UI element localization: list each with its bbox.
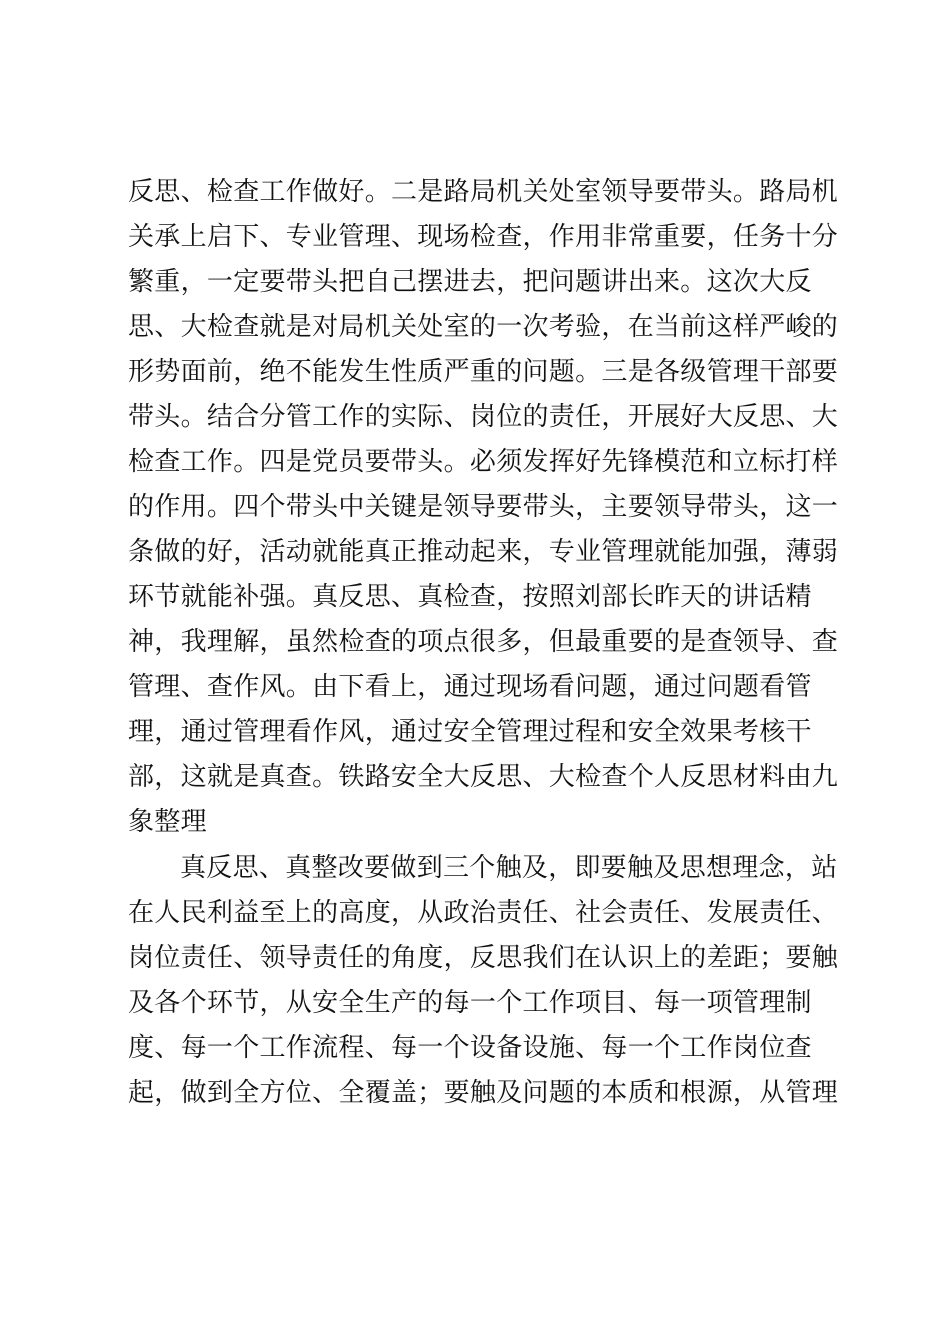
text-line: 的作用。四个带头中关键是领导要带头，主要领导带头，这一	[128, 492, 839, 522]
text-line: 带头。结合分管工作的实际、岗位的责任，开展好大反思、大	[128, 402, 839, 432]
text-line: 形势面前，绝不能发生性质严重的问题。三是各级管理干部要	[128, 357, 839, 387]
text-line: 条做的好，活动就能真正推动起来，专业管理就能加强，薄弱	[128, 537, 839, 567]
text-line: 部，这就是真查。铁路安全大反思、大检查个人反思材料由九	[128, 762, 839, 792]
text-line: 岗位责任、领导责任的角度，反思我们在认识上的差距；要触	[128, 943, 839, 973]
text-line: 管理、查作风。由下看上，通过现场看问题，通过问题看管	[128, 672, 812, 702]
text-line: 理，通过管理看作风，通过安全管理过程和安全效果考核干	[128, 717, 812, 747]
text-line: 度、每一个工作流程、每一个设备设施、每一个工作岗位查	[128, 1033, 812, 1063]
text-line: 象整理	[128, 807, 207, 837]
text-line: 起，做到全方位、全覆盖；要触及问题的本质和根源，从管理	[128, 1078, 839, 1108]
text-line: 思、大检查就是对局机关处室的一次考验，在当前这样严峻的	[128, 312, 839, 342]
text-line: 神，我理解，虽然检查的项点很多，但最重要的是查领导、查	[128, 627, 839, 657]
text-line: 在人民利益至上的高度，从政治责任、社会责任、发展责任、	[128, 898, 839, 928]
text-line: 及各个环节，从安全生产的每一个工作项目、每一项管理制	[128, 988, 812, 1018]
text-line: 繁重，一定要带头把自己摆进去，把问题讲出来。这次大反	[128, 267, 812, 297]
text-line: 真反思、真整改要做到三个触及，即要触及思想理念，站	[180, 853, 838, 883]
paragraph-2	[128, 846, 839, 1116]
text-line: 反思、检查工作做好。二是路局机关处室领导要带头。路局机	[128, 177, 839, 207]
text-line: 关承上启下、专业管理、现场检查，作用非常重要，任务十分	[128, 222, 839, 252]
text-line: 检查工作。四是党员要带头。必须发挥好先锋模范和立标打样	[128, 447, 839, 477]
paragraph-1	[128, 170, 839, 845]
text-line: 环节就能补强。真反思、真检查，按照刘部长昨天的讲话精	[128, 582, 812, 612]
